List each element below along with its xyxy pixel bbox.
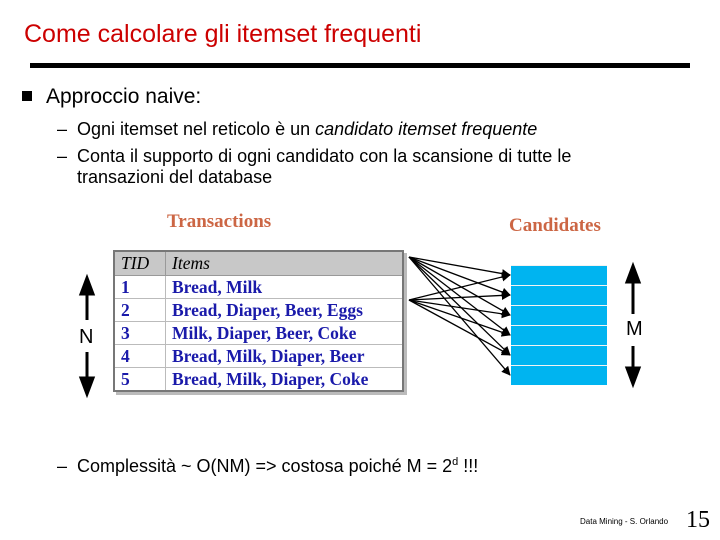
fan-arrows: [409, 257, 510, 375]
table-row: [114, 299, 403, 322]
tid-cell: 2: [114, 299, 166, 322]
table-row: [114, 345, 403, 368]
candidate-box: [511, 325, 607, 345]
tid-cell: 1: [114, 276, 166, 299]
tid-cell: 5: [114, 368, 166, 392]
table-row: [114, 322, 403, 345]
sub-bullet-text: Ogni itemset nel reticolo è un: [77, 119, 316, 139]
complexity-exclaim: !!!: [458, 456, 479, 476]
complexity-text: Complessità ~ O(NM) => costosa poiché M = 2: [77, 456, 453, 476]
footer-credit: Data Mining - S. Orlando: [580, 517, 669, 526]
items-cell: Bread, Milk, Diaper, Coke: [166, 368, 404, 392]
table-row: [114, 368, 403, 392]
items-cell: Bread, Milk: [166, 276, 404, 299]
candidate-box: [511, 265, 607, 285]
items-cell: Bread, Diaper, Beer, Eggs: [166, 299, 404, 322]
slide-title: Come calcolare gli itemset frequenti: [24, 20, 422, 48]
tid-cell: 4: [114, 345, 166, 368]
candidate-box: [511, 365, 607, 385]
n-label: N: [79, 326, 94, 348]
items-cell: Bread, Milk, Diaper, Beer: [166, 345, 404, 368]
arrow-line: [409, 257, 510, 295]
arrow-line: [409, 300, 510, 355]
dash-marker: –: [57, 146, 68, 166]
tid-cell: 3: [114, 322, 166, 345]
complexity-exponent: d: [452, 456, 459, 468]
arrow-line: [409, 300, 510, 315]
candidate-box: [511, 305, 607, 325]
dash-marker: –: [57, 119, 68, 139]
main-bullet-text: Approccio naive:: [46, 85, 202, 108]
candidate-box: [511, 285, 607, 305]
sub-bullet-line: Conta il supporto di ogni candidato con la scansione di tutte le: [77, 146, 572, 166]
transactions-table: [113, 250, 404, 392]
m-label: M: [626, 318, 643, 340]
sub-bullet-line: transazioni del database: [77, 167, 273, 187]
candidates-stack: [511, 265, 607, 385]
table-header-row: [114, 251, 403, 276]
candidate-box: [511, 345, 607, 365]
table-row: [114, 276, 403, 299]
transactions-title: Transactions: [167, 211, 272, 232]
arrow-line: [409, 257, 510, 375]
dash-marker: –: [57, 456, 68, 476]
sub-bullet-italic: candidato itemset frequente: [315, 119, 538, 139]
items-cell: Milk, Diaper, Beer, Coke: [166, 322, 404, 345]
items-header: Items: [166, 251, 404, 276]
candidates-title: Candidates: [509, 215, 601, 236]
tid-header: TID: [114, 251, 166, 276]
page-number: 15: [686, 507, 710, 533]
